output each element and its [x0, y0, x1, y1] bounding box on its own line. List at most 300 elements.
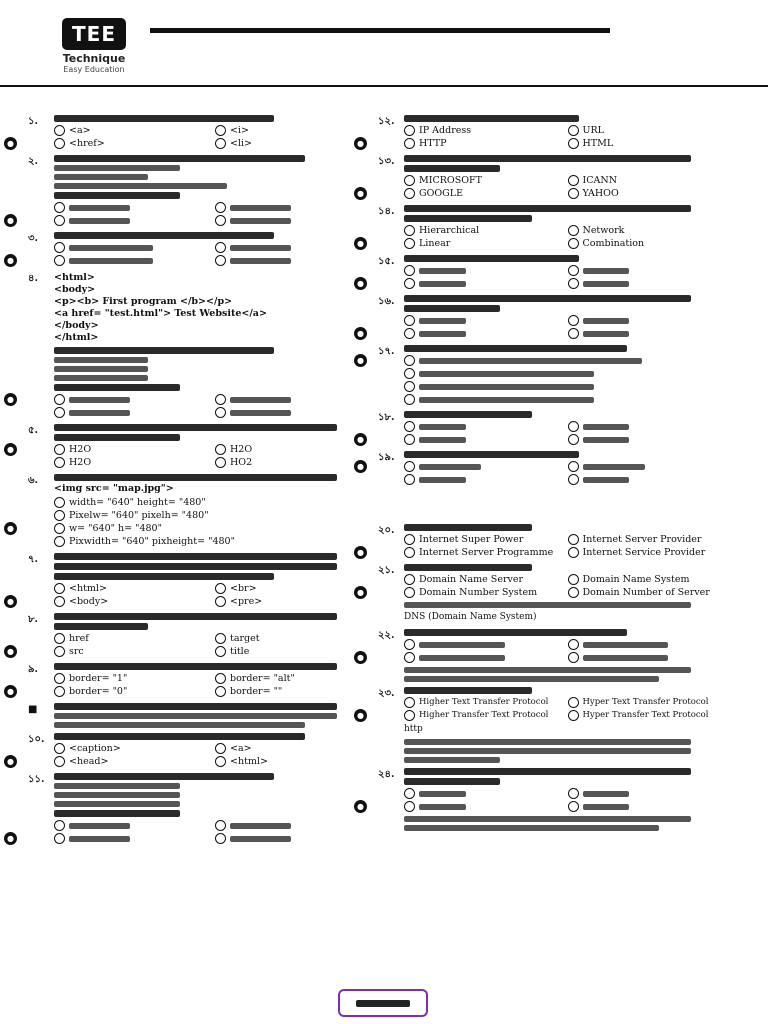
option-a[interactable] [404, 314, 560, 327]
option-circle-icon [215, 646, 226, 657]
option-circle-icon [568, 801, 579, 812]
option-b[interactable]: <i> [215, 124, 368, 137]
question-number: ১৮. [378, 412, 395, 423]
option-d[interactable]: HO2 [215, 456, 368, 469]
question-text [404, 629, 627, 636]
question-number: ৬. [28, 475, 38, 486]
option-circle-icon [404, 801, 415, 812]
option-circle-icon [568, 238, 579, 249]
option-c[interactable]: ● Linear [404, 237, 560, 250]
option-d[interactable] [215, 254, 368, 267]
options-grid [357, 460, 723, 486]
page-number [356, 1000, 410, 1007]
spacer [378, 491, 723, 521]
option-circle-icon [404, 265, 415, 276]
answer-badge-icon: ● [4, 214, 17, 227]
option-c[interactable]: ● src [54, 645, 207, 658]
question-5 [7, 424, 368, 469]
option-circle-icon [215, 407, 226, 418]
option-a[interactable] [357, 460, 560, 473]
question-2 [7, 155, 368, 227]
option-circle-icon [568, 138, 579, 149]
options-grid [357, 224, 723, 250]
option-circle-icon [215, 394, 226, 405]
options-grid [357, 787, 723, 813]
option-circle-icon [568, 278, 579, 289]
option-circle-icon [404, 315, 415, 326]
option-a[interactable]: Domain Name Server [404, 573, 560, 586]
question-text [404, 768, 691, 775]
question-text [404, 295, 691, 302]
option-d[interactable] [568, 327, 724, 340]
question-text [54, 613, 337, 620]
option-a[interactable]: Higher Text Transfer Protocol [404, 696, 560, 709]
question-text [54, 553, 337, 560]
question-number: ৪. [28, 273, 38, 284]
options-grid [7, 443, 368, 469]
question-23 [357, 687, 723, 763]
options-grid [357, 696, 723, 722]
answer-badge-icon: ● [4, 254, 17, 267]
option-c[interactable]: ● GOOGLE [404, 187, 560, 200]
option-b[interactable] [568, 460, 724, 473]
option-a[interactable] [404, 638, 560, 651]
question-text [54, 347, 274, 354]
options-grid [7, 742, 368, 768]
option-circle-icon [568, 587, 579, 598]
option-b[interactable]: Network [568, 224, 724, 237]
option-circle-icon [568, 188, 579, 199]
option-a[interactable] [404, 787, 560, 800]
option-circle-icon [54, 633, 65, 644]
answer-badge-icon: ● [354, 354, 367, 367]
question-8 [7, 613, 368, 658]
option-b[interactable] [568, 264, 724, 277]
question-text [404, 255, 579, 262]
answer-badge-icon: ● [354, 327, 367, 340]
question-9 [7, 663, 368, 698]
explanation-term: http [404, 724, 423, 734]
answer-badge-icon: ● [354, 586, 367, 599]
header-rule [0, 85, 768, 87]
option-circle-icon [215, 255, 226, 266]
option-b[interactable]: Domain Name System [568, 573, 724, 586]
answer-badge-icon: ● [4, 755, 17, 768]
option-circle-icon [54, 756, 65, 767]
options-grid [7, 632, 368, 658]
options-grid [7, 201, 368, 227]
option-circle-icon [54, 820, 65, 831]
option-a[interactable]: width= "640" height= "480" [54, 496, 368, 509]
option-circle-icon [404, 381, 415, 392]
explanation-text [404, 667, 691, 673]
options-grid [357, 354, 723, 406]
option-c[interactable]: ● HTTP [404, 137, 560, 150]
option-b[interactable]: border= "alt" [215, 672, 368, 685]
option-circle-icon [404, 710, 415, 721]
option-circle-icon [215, 743, 226, 754]
option-circle-icon [54, 743, 65, 754]
question-text [54, 155, 305, 162]
answer-badge-icon: ● [4, 595, 17, 608]
passage-marker-icon: ■ [28, 704, 38, 715]
option-b[interactable] [568, 638, 724, 651]
option-b[interactable] [568, 314, 724, 327]
question-number: ১২. [378, 116, 395, 127]
option-circle-icon [404, 238, 415, 249]
option-circle-icon [54, 394, 65, 405]
option-circle-icon [404, 474, 415, 485]
option-a[interactable]: MICROSOFT [404, 174, 560, 187]
option-circle-icon [404, 534, 415, 545]
option-a[interactable] [404, 420, 560, 433]
page-header [0, 0, 768, 90]
option-d[interactable] [568, 473, 724, 486]
option-circle-icon [54, 510, 65, 521]
option-d[interactable]: title [215, 645, 368, 658]
answer-badge-icon: ● [4, 832, 17, 845]
option-circle-icon [54, 138, 65, 149]
option-circle-icon [54, 255, 65, 266]
option-a[interactable]: <a> [54, 124, 207, 137]
option-b[interactable]: H2O [215, 443, 368, 456]
option-a[interactable] [7, 393, 207, 406]
option-a[interactable]: Internet Super Power [404, 533, 560, 546]
option-b[interactable] [215, 241, 368, 254]
option-circle-icon [54, 686, 65, 697]
question-number: ৮. [28, 614, 38, 625]
question-text [404, 687, 532, 694]
option-circle-icon [568, 547, 579, 558]
option-circle-icon [568, 225, 579, 236]
option-b[interactable] [215, 201, 368, 214]
option-a[interactable]: <caption> [54, 742, 207, 755]
option-d[interactable]: ● Internet Service Provider [568, 546, 724, 559]
option-circle-icon [215, 202, 226, 213]
option-circle-icon [568, 434, 579, 445]
tee-logo [58, 18, 130, 80]
question-21 [357, 564, 723, 624]
answer-badge-icon: ● [354, 651, 367, 664]
option-circle-icon [54, 215, 65, 226]
page-number-box [338, 989, 428, 1017]
question-text [54, 773, 274, 780]
option-circle-icon [215, 756, 226, 767]
question-number: ৩. [28, 233, 38, 244]
option-c[interactable] [404, 380, 723, 393]
option-circle-icon [54, 202, 65, 213]
option-circle-icon [215, 138, 226, 149]
question-number: ৯. [28, 664, 38, 675]
option-b[interactable]: Pixelw= "640" pixelh= "480" [54, 509, 368, 522]
option-d[interactable] [215, 214, 368, 227]
option-d[interactable]: <pre> [215, 595, 368, 608]
option-c[interactable]: ● w= "640" h= "480" [54, 522, 368, 535]
answer-badge-icon: ● [354, 187, 367, 200]
question-text [404, 564, 532, 571]
option-circle-icon [54, 242, 65, 253]
question-number: ১৩. [378, 156, 395, 167]
option-b[interactable] [404, 367, 723, 380]
question-13 [357, 155, 723, 200]
options-grid [357, 533, 723, 559]
question-12 [357, 115, 723, 150]
option-b[interactable]: <br> [215, 582, 368, 595]
option-c[interactable]: ● <body> [54, 595, 207, 608]
option-circle-icon [215, 686, 226, 697]
option-circle-icon [404, 652, 415, 663]
options-grid [7, 582, 368, 608]
question-text [54, 663, 337, 670]
question-11 [7, 773, 368, 845]
option-d[interactable] [568, 800, 724, 813]
option-d[interactable]: border= "" [215, 685, 368, 698]
question-number: ২২. [378, 630, 395, 641]
option-circle-icon [54, 497, 65, 508]
right-column [357, 112, 723, 836]
left-column [7, 112, 368, 850]
option-d[interactable]: Combination [568, 237, 724, 250]
option-d[interactable]: HTML [568, 137, 724, 150]
option-circle-icon [404, 368, 415, 379]
option-d[interactable] [568, 433, 724, 446]
option-d[interactable] [215, 406, 368, 419]
question-18 [357, 411, 723, 446]
option-c[interactable] [357, 651, 560, 664]
option-b[interactable] [215, 393, 368, 406]
code-line: <a href= "test.html"> Test Website</a> [54, 308, 267, 319]
question-number: ১৬. [378, 296, 395, 307]
option-circle-icon [404, 125, 415, 136]
options-grid [7, 672, 368, 698]
question-number: ২১. [378, 565, 395, 576]
question-text [404, 345, 627, 352]
option-circle-icon [54, 583, 65, 594]
option-a[interactable] [404, 264, 560, 277]
option-circle-icon [54, 536, 65, 547]
option-circle-icon [404, 355, 415, 366]
option-d[interactable] [215, 832, 368, 845]
option-a[interactable]: border= "1" [54, 672, 207, 685]
answer-badge-icon: ● [4, 393, 17, 406]
option-a[interactable]: href [54, 632, 207, 645]
option-c[interactable] [404, 473, 560, 486]
option-b[interactable]: Hyper Text Transfer Protocol [568, 696, 724, 709]
option-circle-icon [404, 225, 415, 236]
question-text [54, 232, 274, 239]
option-b[interactable]: Internet Server Provider [568, 533, 724, 546]
passage-heading [54, 703, 337, 710]
answer-badge-icon: ● [4, 137, 17, 150]
option-c[interactable] [7, 214, 207, 227]
option-circle-icon [404, 788, 415, 799]
options-grid [7, 241, 368, 267]
option-circle-icon [568, 697, 579, 708]
option-circle-icon [54, 457, 65, 468]
options-grid [357, 174, 723, 200]
explanation-term: DNS (Domain Name System) [404, 612, 537, 622]
question-text [404, 411, 532, 418]
code-line: </body> [54, 320, 99, 331]
option-circle-icon [215, 583, 226, 594]
option-circle-icon [404, 188, 415, 199]
option-c[interactable] [357, 327, 560, 340]
option-circle-icon [215, 833, 226, 844]
question-4 [7, 272, 368, 419]
option-circle-icon [215, 215, 226, 226]
question-text [404, 115, 579, 122]
option-b[interactable] [568, 420, 724, 433]
option-a[interactable]: IP Address [404, 124, 560, 137]
question-number: ১৯. [378, 452, 395, 463]
option-b[interactable] [215, 819, 368, 832]
options-grid [7, 819, 368, 845]
option-d[interactable]: YAHOO [568, 187, 724, 200]
option-circle-icon [404, 461, 415, 472]
option-c[interactable] [357, 800, 560, 813]
option-circle-icon [215, 633, 226, 644]
option-a[interactable]: Hierarchical [404, 224, 560, 237]
option-b[interactable]: URL [568, 124, 724, 137]
page-title [150, 28, 610, 60]
answer-badge-icon: ● [354, 277, 367, 290]
option-circle-icon [568, 421, 579, 432]
option-circle-icon [568, 265, 579, 276]
question-17 [357, 345, 723, 406]
question-number: ২. [28, 156, 38, 167]
question-number: ১৪. [378, 206, 395, 217]
answer-badge-icon: ● [354, 800, 367, 813]
options-grid [357, 264, 723, 290]
option-c[interactable]: ● Higher Transfer Text Protocol [404, 709, 560, 722]
option-circle-icon [568, 328, 579, 339]
option-b[interactable] [568, 787, 724, 800]
option-a[interactable] [357, 354, 723, 367]
option-d[interactable]: Domain Number of Server [568, 586, 724, 599]
option-circle-icon [404, 547, 415, 558]
logo-tagline: Easy Education [63, 65, 125, 74]
options-grid [7, 124, 368, 150]
options-grid [357, 314, 723, 340]
options-grid [357, 124, 723, 150]
option-circle-icon [54, 596, 65, 607]
option-c[interactable]: ● <head> [54, 755, 207, 768]
question-text [404, 451, 579, 458]
options-grid [357, 573, 723, 599]
question-number: ১৭. [378, 346, 395, 357]
option-c[interactable] [357, 277, 560, 290]
explanation-text [404, 602, 691, 608]
option-c[interactable]: Internet Server Programme [404, 546, 560, 559]
option-a[interactable] [54, 241, 207, 254]
option-circle-icon [54, 523, 65, 534]
option-b[interactable]: ICANN [568, 174, 724, 187]
option-d[interactable] [568, 277, 724, 290]
option-d[interactable]: Hyper Transfer Text Protocol [568, 709, 724, 722]
option-circle-icon [215, 444, 226, 455]
question-20 [357, 524, 723, 559]
answer-badge-icon: ● [354, 546, 367, 559]
option-c[interactable]: ● border= "0" [54, 685, 207, 698]
answer-badge-icon: ● [4, 685, 17, 698]
option-circle-icon [568, 788, 579, 799]
code-line: <body> [54, 284, 96, 295]
option-circle-icon [54, 125, 65, 136]
answer-badge-icon: ● [4, 443, 17, 456]
option-circle-icon [568, 175, 579, 186]
option-circle-icon [568, 652, 579, 663]
option-circle-icon [404, 697, 415, 708]
code-line: </html> [54, 332, 99, 343]
option-circle-icon [215, 457, 226, 468]
option-circle-icon [568, 639, 579, 650]
explanation-text [404, 816, 691, 822]
options-grid [357, 638, 723, 664]
option-a[interactable]: <html> [54, 582, 207, 595]
question-number: ৭. [28, 554, 38, 565]
code-line: <img src= "map.jpg"> [54, 483, 174, 494]
question-number: ২৩. [378, 688, 395, 699]
option-b[interactable]: target [215, 632, 368, 645]
option-circle-icon [568, 474, 579, 485]
option-b[interactable]: <a> [215, 742, 368, 755]
question-15 [357, 255, 723, 290]
answer-badge-icon: ● [354, 237, 367, 250]
option-c[interactable] [357, 433, 560, 446]
question-number: ১০. [28, 734, 45, 745]
option-d[interactable] [404, 393, 723, 406]
question-number: ৫. [28, 425, 38, 436]
option-circle-icon [404, 138, 415, 149]
option-a[interactable] [54, 201, 207, 214]
question-text [54, 424, 337, 431]
option-circle-icon [54, 833, 65, 844]
options-grid [7, 393, 368, 419]
option-circle-icon [404, 587, 415, 598]
option-circle-icon [404, 639, 415, 650]
option-circle-icon [215, 125, 226, 136]
question-16 [357, 295, 723, 340]
option-a[interactable]: ● H2O [54, 443, 207, 456]
option-c[interactable]: ● <href> [54, 137, 207, 150]
option-a[interactable] [54, 819, 207, 832]
question-14 [357, 205, 723, 250]
option-d[interactable]: Pixwidth= "640" pixheight= "480" [54, 535, 368, 548]
option-d[interactable] [568, 651, 724, 664]
question-text [404, 155, 691, 162]
option-c[interactable] [7, 254, 207, 267]
option-circle-icon [404, 328, 415, 339]
option-d[interactable]: <html> [215, 755, 368, 768]
option-circle-icon [54, 407, 65, 418]
question-22 [357, 629, 723, 682]
logo-badge: TEE [62, 18, 126, 50]
option-c[interactable] [54, 406, 207, 419]
answer-badge-icon: ● [354, 137, 367, 150]
option-circle-icon [404, 394, 415, 405]
option-c[interactable]: ● Domain Number System [404, 586, 560, 599]
question-number: ১১. [28, 774, 45, 785]
options-grid [357, 420, 723, 446]
option-c[interactable]: H2O [54, 456, 207, 469]
option-c[interactable] [7, 832, 207, 845]
passage-block [28, 703, 368, 728]
question-7 [7, 553, 368, 608]
option-d[interactable]: <li> [215, 137, 368, 150]
option-circle-icon [215, 673, 226, 684]
question-6 [7, 474, 368, 548]
question-text [404, 205, 691, 212]
